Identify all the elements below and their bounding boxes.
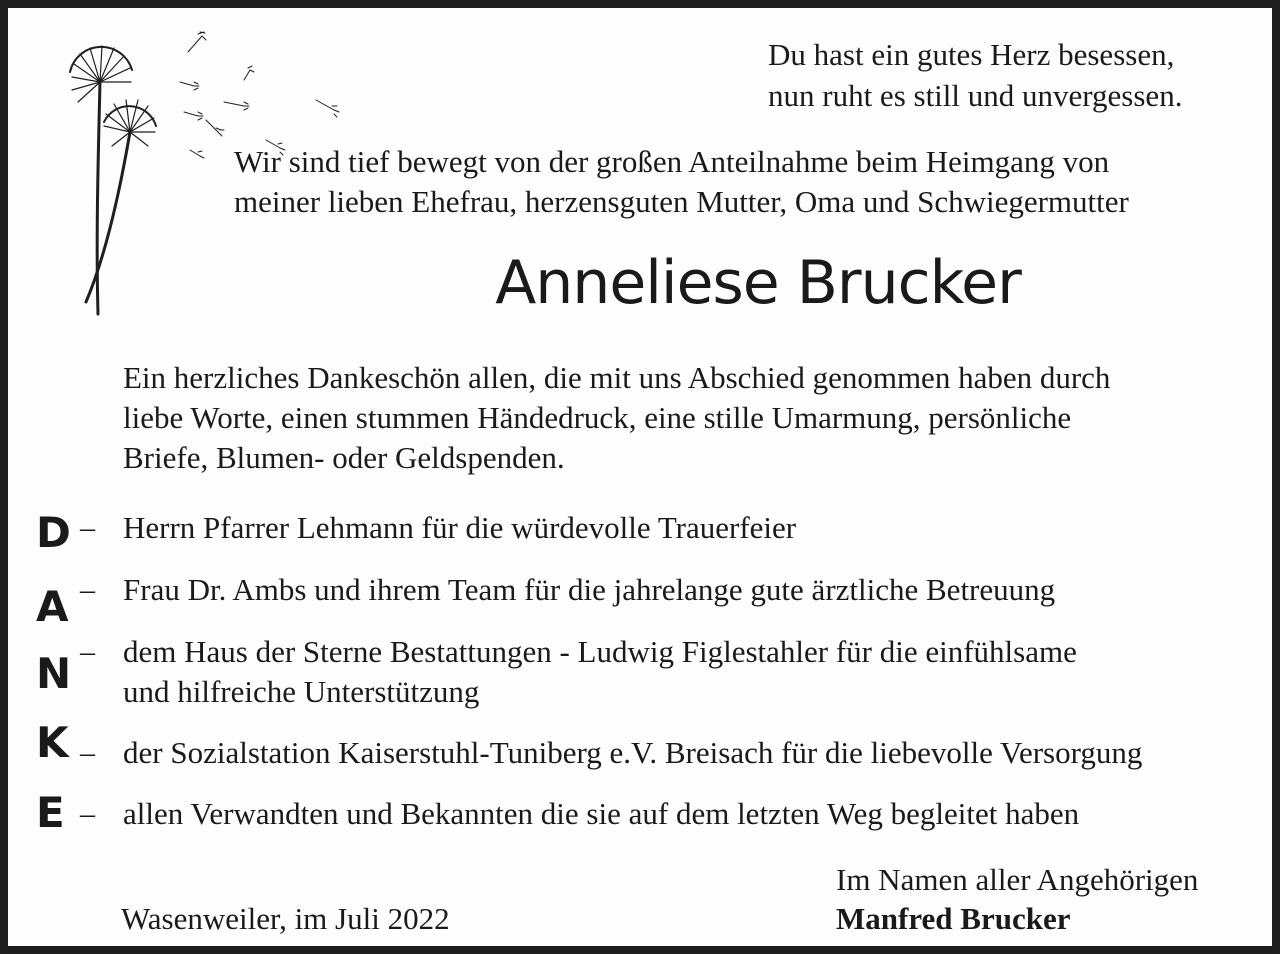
danke-item-text: allen Verwandten und Bekannten die sie auf dem letzten Weg begleitet haben: [123, 796, 1080, 831]
thanks-line-2: liebe Worte, einen stummen Händedruck, eine stille Umarmung, persönliche: [123, 400, 1072, 435]
deceased-name: Anneliese Brucker: [495, 248, 1021, 318]
danke-item-text: Herrn Pfarrer Lehmann für die würdevolle Trauerfeier: [123, 510, 797, 545]
danke-item-text: Frau Dr. Ambs und ihrem Team für die jahrelange gute ärztliche Betreuung: [123, 572, 1056, 607]
danke-item-text: der Sozialstation Kaiserstuhl-Tuniberg e.V. Breisach für die liebevolle Versorgung: [123, 735, 1143, 770]
dash: –: [80, 511, 95, 544]
intro-line-1: Wir sind tief bewegt von der großen Anteilnahme beim Heimgang von: [234, 144, 1110, 179]
thanks-line-3: Briefe, Blumen- oder Geldspenden.: [123, 440, 565, 475]
dash: –: [80, 573, 95, 606]
danke-item-text-continued: und hilfreiche Unterstützung: [123, 674, 480, 709]
acrostic-letter: D: [36, 508, 71, 557]
dash: –: [80, 797, 95, 830]
thanks-line-1: Ein herzliches Dankeschön allen, die mit uns Abschied genommen haben durch: [123, 360, 1111, 395]
intro-line-2: meiner lieben Ehefrau, herzensguten Mutter, Oma und Schwiegermutter: [234, 184, 1129, 219]
verse-line-1: Du hast ein gutes Herz besessen,: [768, 37, 1175, 72]
acrostic-letter: E: [36, 788, 65, 837]
on-behalf-line: Im Namen aller Angehörigen: [836, 862, 1199, 897]
danke-item-text: dem Haus der Sterne Bestattungen - Ludwig Figlestahler für die einfühlsame: [123, 634, 1077, 669]
signature-block: [836, 860, 1198, 938]
intro-text: [234, 142, 1129, 222]
memorial-verse: [768, 34, 1182, 116]
signer-name: Manfred Brucker: [836, 901, 1071, 936]
dash: –: [80, 635, 95, 668]
acrostic-letter: N: [36, 649, 72, 698]
place-date: Wasenweiler, im Juli 2022: [121, 901, 450, 936]
acrostic-letter: A: [36, 582, 69, 631]
thanks-paragraph: [123, 358, 1110, 478]
verse-line-2: nun ruht es still und unvergessen.: [768, 78, 1183, 113]
acrostic-letter: K: [36, 718, 69, 767]
dash: –: [80, 736, 95, 769]
